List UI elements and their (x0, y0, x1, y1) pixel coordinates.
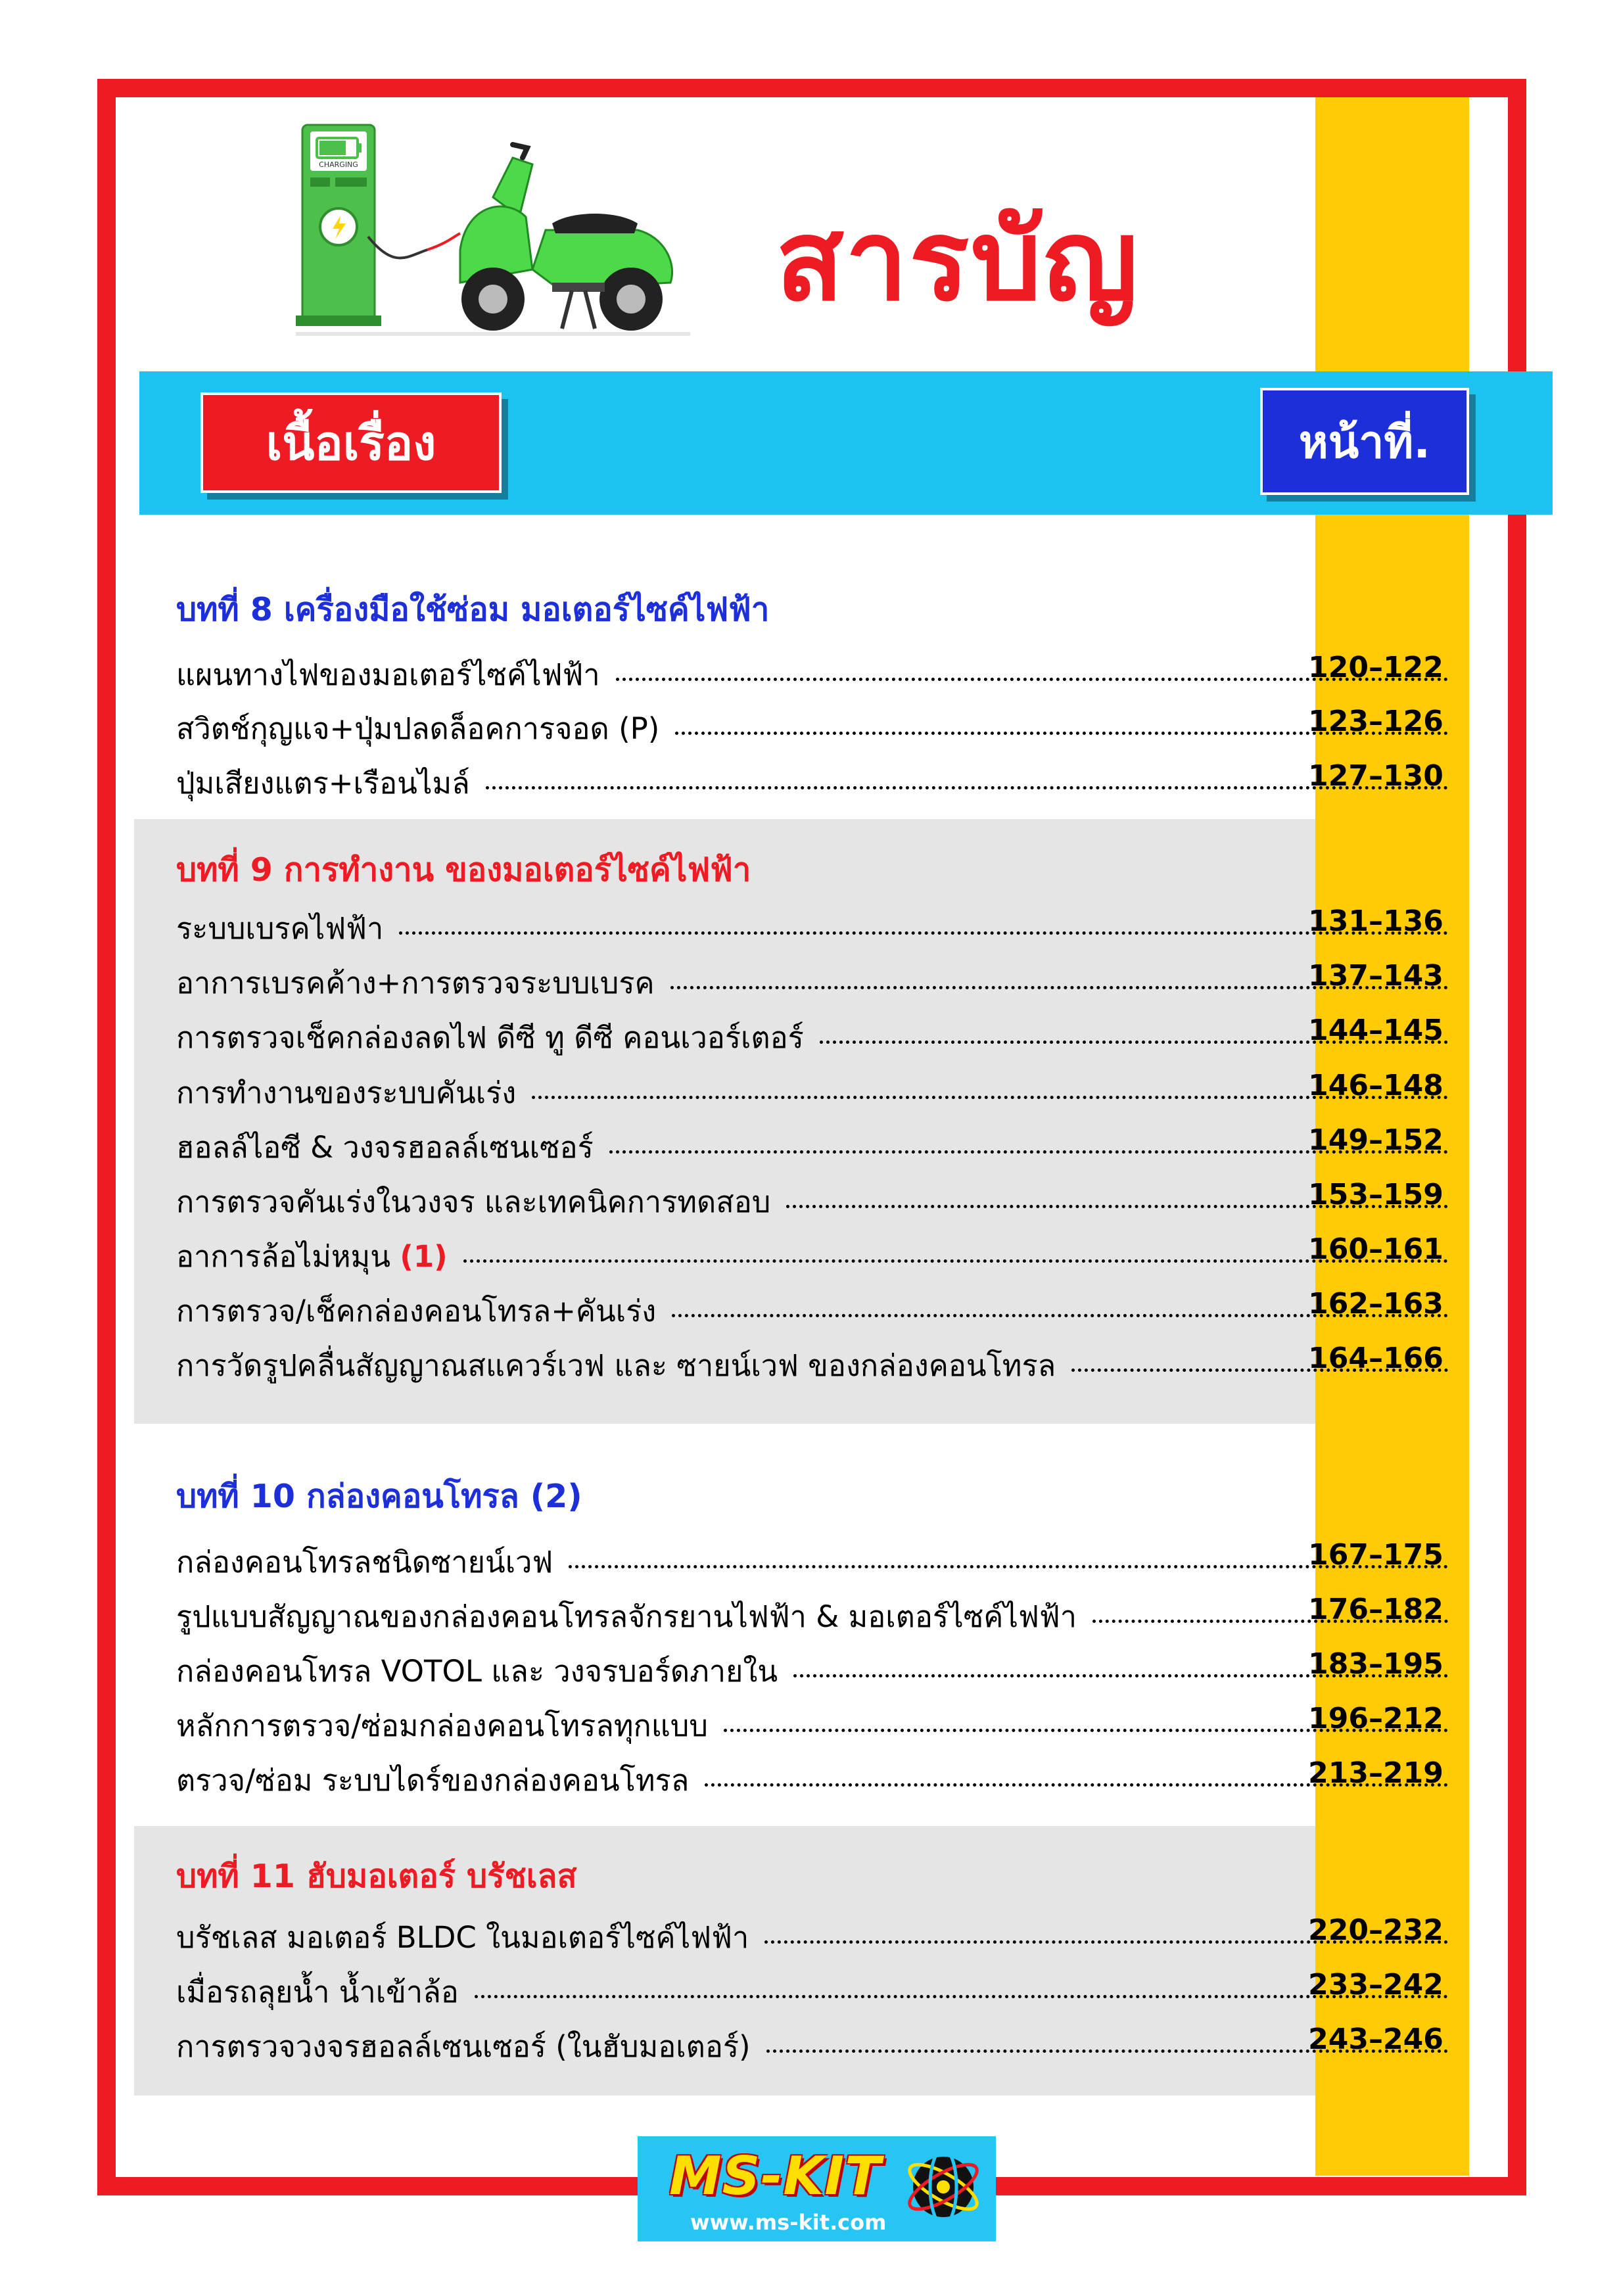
chapter-heading: บทที่ 10 กล่องคอนโทรล (2) (176, 1478, 582, 1515)
entry-title: การตรวจวงจรฮอลล์เซนเซอร์ (ในฮับมอเตอร์) (176, 2029, 751, 2064)
toc-entry[interactable] (176, 1342, 1461, 1382)
chapter-heading: บทที่ 8 เครื่องมือใช้ซ่อม มอเตอร์ไซค์ไฟฟ้า (176, 591, 770, 628)
entry-title: การตรวจ/เช็คกล่องคอนโทรล+คันเร่ง (176, 1294, 657, 1328)
entry-page: 162–163 (1308, 1287, 1443, 1321)
toc-entry[interactable] (176, 1913, 1461, 1954)
toc-entry[interactable] (176, 2023, 1461, 2063)
ms-kit-logo (638, 2136, 996, 2241)
entry-page: 164–166 (1308, 1342, 1443, 1375)
toc-entry[interactable] (176, 904, 1461, 945)
entry-page: 123–126 (1308, 705, 1443, 738)
toc-entry[interactable] (176, 959, 1461, 1000)
toc-entry[interactable] (176, 1702, 1461, 1743)
entry-title: การตรวจคันเร่งในวงจร และเทคนิคการทดสอบ (176, 1184, 771, 1219)
entry-page: 243–246 (1308, 2023, 1443, 2056)
entry-title: แผนทางไฟของมอเตอร์ไซค์ไฟฟ้า (176, 657, 600, 692)
entry-page: 153–159 (1308, 1178, 1443, 1211)
entry-page: 137–143 (1308, 959, 1443, 993)
toc-entry[interactable] (176, 1014, 1461, 1054)
entry-page: 120–122 (1308, 651, 1443, 684)
entry-page: 220–232 (1308, 1913, 1443, 1947)
entry-title: หลักการตรวจ/ซ่อมกล่องคอนโทรลทุกแบบ (176, 1708, 708, 1743)
entry-page: 160–161 (1308, 1232, 1443, 1266)
entry-title: การวัดรูปคลื่นสัญญาณสแควร์เวฟ และ ซายน์เวฟ ของกล่องคอนโทรล (176, 1348, 1056, 1383)
entry-page: 149–152 (1308, 1123, 1443, 1157)
entry-title (176, 1232, 448, 1280)
entry-page: 233–242 (1308, 1968, 1443, 2002)
toc-entry[interactable] (176, 1647, 1461, 1688)
contents-header: เนื้อเรื่อง (200, 392, 502, 493)
logo-url: www.ms-kit.com (690, 2210, 887, 2235)
toc-entry[interactable] (176, 1756, 1461, 1797)
entry-page: 213–219 (1308, 1756, 1443, 1790)
entry-title: การตรวจเช็คกล่องลดไฟ ดีซี ทู ดีซี คอนเวอร์เตอร์ (176, 1020, 804, 1055)
toc-entry[interactable] (176, 1538, 1461, 1579)
toc-entry[interactable] (176, 759, 1461, 800)
page-header: หน้าที่. (1260, 388, 1469, 495)
toc-entry[interactable] (176, 1123, 1461, 1164)
toc-entry[interactable] (176, 1069, 1461, 1110)
entry-title-suffix: (1) (400, 1239, 448, 1274)
atom-icon (901, 2144, 986, 2230)
entry-page: 167–175 (1308, 1538, 1443, 1572)
logo-brand: MS-KIT (669, 2145, 881, 2207)
entry-page: 196–212 (1308, 1702, 1443, 1735)
entry-title: สวิตช์กุญแจ+ปุ่มปลดล็อคการจอด (P) (176, 711, 660, 746)
toc-entry[interactable] (176, 1287, 1461, 1328)
chapter-heading: บทที่ 11 ฮับมอเตอร์ บรัชเลส (176, 1858, 577, 1895)
entry-title: ตรวจ/ซ่อม ระบบไดร์ของกล่องคอนโทรล (176, 1763, 690, 1798)
page-title: สารบัญ (776, 196, 1140, 326)
entry-title: เมื่อรถลุยน้ำ น้ำเข้าล้อ (176, 1975, 459, 2009)
entry-title: กล่องคอนโทรลชนิดซายน์เวฟ (176, 1545, 553, 1580)
toc-entry[interactable] (176, 1968, 1461, 2009)
entry-page: 183–195 (1308, 1647, 1443, 1681)
toc-entry[interactable] (176, 705, 1461, 745)
toc-entry[interactable] (176, 1232, 1461, 1273)
charging-label: CHARGING (319, 160, 358, 169)
entry-page: 127–130 (1308, 759, 1443, 793)
entry-title-text: อาการล้อไม่หมุน (176, 1239, 390, 1274)
chapter-heading: บทที่ 9 การทำงาน ของมอเตอร์ไซค์ไฟฟ้า (176, 851, 751, 889)
entry-title: อาการเบรคค้าง+การตรวจระบบเบรค (176, 966, 655, 1000)
entry-title: กล่องคอนโทรล VOTOL และ วงจรบอร์ดภายใน (176, 1654, 778, 1689)
entry-page: 131–136 (1308, 904, 1443, 938)
entry-title: บรัชเลส มอเตอร์ BLDC ในมอเตอร์ไซค์ไฟฟ้า (176, 1920, 749, 1955)
toc-entry[interactable] (176, 651, 1461, 691)
entry-title: ระบบเบรคไฟฟ้า (176, 911, 384, 946)
entry-page: 176–182 (1308, 1593, 1443, 1626)
entry-page: 144–145 (1308, 1014, 1443, 1047)
entry-title: รูปแบบสัญญาณของกล่องคอนโทรลจักรยานไฟฟ้า & มอเตอร์ไซค์ไฟฟ้า (176, 1599, 1077, 1634)
entry-title: การทำงานของระบบคันเร่ง (176, 1075, 517, 1110)
entry-title: ปุ่มเสียงแตร+เรือนไมล์ (176, 766, 470, 801)
toc-entry[interactable] (176, 1593, 1461, 1633)
scooter-charging-illustration (296, 118, 690, 342)
entry-title: ฮอลล์ไอซี & วงจรฮอลล์เซนเซอร์ (176, 1130, 594, 1165)
toc-entry[interactable] (176, 1178, 1461, 1219)
entry-page: 146–148 (1308, 1069, 1443, 1102)
